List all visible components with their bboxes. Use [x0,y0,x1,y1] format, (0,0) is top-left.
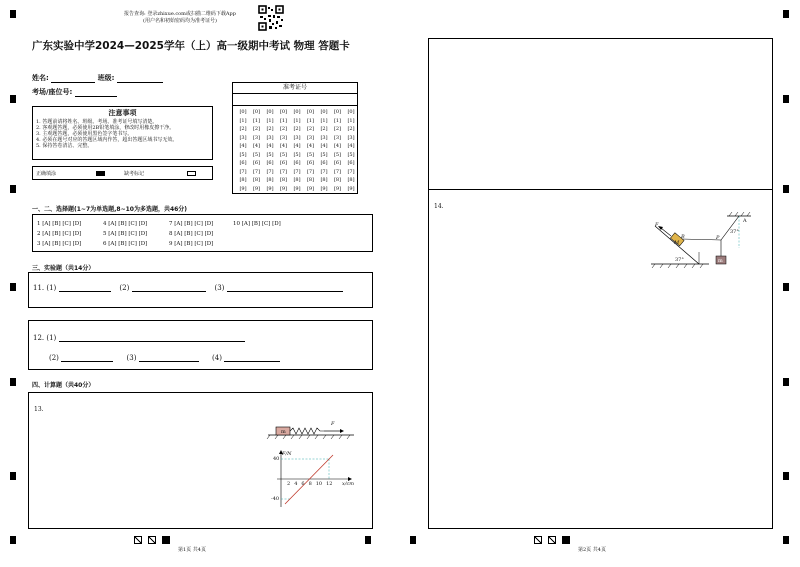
digit-bubble[interactable]: [3] [333,134,342,141]
x-tick: 10 [315,481,323,487]
page-code-mark [134,536,142,544]
digit-bubble[interactable]: [2] [279,126,288,132]
digit-bubble[interactable]: [1] [347,117,355,124]
digit-bubble[interactable]: [4] [239,143,247,149]
q14-label-M: M [674,240,680,246]
section-calculation-title: 四、计算题（共40分） [32,382,95,389]
fill-example-box [32,166,213,180]
page-title: 广东实验中学2024—2025学年（上）高一级期中考试 物理 答题卡 [32,40,350,52]
page-number-left: 第1页 共4页 [178,547,206,553]
q11-part3-label: (3) [214,284,225,292]
digit-bubble[interactable]: [2] [252,126,261,132]
q11-part2-blank[interactable] [132,283,206,292]
digit-bubble[interactable]: [6] [347,160,355,166]
mcq-option-group[interactable]: 5 [A] [B] [C] [D] [103,231,148,237]
digit-bubble[interactable]: [7] [347,168,355,175]
digit-bubble[interactable]: [6] [239,160,247,166]
digit-bubble[interactable]: [8] [320,177,328,183]
admission-digit-column [250,108,264,193]
q12-label: 12. (1) [33,334,57,342]
digit-bubble[interactable]: [3] [320,134,328,141]
mcq-option-group[interactable]: 3 [A] [B] [C] [D] [37,241,82,247]
q14-answer-box[interactable] [428,189,773,529]
page-number-right: 第2页 共4页 [578,547,606,553]
section-experiment-title: 三、实验题（共14分） [32,265,95,272]
admission-digit-column [277,108,291,193]
registration-mark [410,536,416,544]
digit-bubble[interactable]: [5] [347,151,355,158]
digit-bubble[interactable]: [4] [333,143,342,149]
digit-bubble[interactable]: [0] [252,109,261,115]
room-seat-field[interactable] [75,88,117,97]
q13-block-label: m [281,429,286,435]
digit-bubble[interactable]: [3] [266,134,274,141]
digit-bubble[interactable]: [2] [320,126,328,132]
digit-bubble[interactable]: [7] [239,168,247,175]
digit-bubble[interactable]: [8] [279,177,288,183]
digit-bubble[interactable]: [0] [239,109,247,115]
admission-digit-column [331,108,345,193]
q14-label-B: B [681,234,685,240]
digit-bubble[interactable]: [9] [320,185,328,192]
digit-bubble[interactable]: [7] [252,168,261,175]
digit-bubble[interactable]: [0] [279,109,288,115]
digit-bubble[interactable]: [7] [293,168,301,175]
digit-bubble[interactable]: [6] [266,160,274,166]
digit-bubble[interactable]: [5] [279,151,288,158]
digit-bubble[interactable]: [4] [266,143,274,149]
q12-part4-label: (4) [212,354,222,362]
notice-item: 4. 必须在题号对应的答题区域内作答，超出答题区域书写无效。 [36,137,178,143]
digit-bubble[interactable]: [7] [266,168,274,175]
digit-bubble[interactable]: [4] [347,143,355,149]
q14-label-m: m [718,258,723,264]
section-mcq-title: 一、二、选择题(1~7为单选题,8~10为多选题，共46分) [32,206,188,213]
admission-digit-column [290,108,304,193]
mcq-option-group[interactable]: 8 [A] [B] [C] [D] [169,231,214,237]
digit-bubble[interactable]: [9] [347,185,355,192]
registration-mark [783,472,789,480]
digit-bubble[interactable]: [9] [333,185,342,192]
mcq-row [37,229,299,239]
registration-mark [10,185,16,193]
mcq-option-group[interactable]: 7 [A] [B] [C] [D] [169,221,214,227]
registration-mark [783,283,789,291]
mcq-option-group[interactable]: 1 [A] [B] [C] [D] [37,221,82,227]
digit-bubble[interactable]: [6] [333,160,342,166]
digit-bubble[interactable]: [6] [279,160,288,166]
registration-mark [10,472,16,480]
q13-answer-box[interactable] [28,392,373,529]
notice-item: 2. 客观题答题，必须使用2B铅笔填涂，修改时用橡皮擦干净。 [36,125,175,131]
digit-bubble[interactable]: [0] [333,109,342,115]
admission-digit-column [317,108,331,193]
registration-mark [365,536,371,544]
digit-bubble[interactable]: [3] [293,134,301,141]
digit-bubble[interactable]: [1] [320,117,328,124]
qr-code [258,5,284,31]
q12-answer-box[interactable] [28,320,373,370]
digit-bubble[interactable]: [3] [279,134,288,141]
registration-mark [10,10,16,18]
digit-bubble[interactable]: [9] [293,185,301,192]
digit-bubble[interactable]: [5] [266,151,274,158]
q13-fx-graph [271,449,355,509]
digit-bubble[interactable]: [2] [306,126,315,132]
x-tick: 2 [287,481,291,487]
x-tick: 12 [326,481,333,487]
digit-bubble[interactable]: [3] [252,134,261,141]
digit-bubble[interactable]: [7] [320,168,328,175]
digit-bubble[interactable]: [4] [320,143,328,149]
digit-bubble[interactable]: [4] [252,143,261,149]
answer-area-continued[interactable] [428,38,773,190]
registration-mark [783,536,789,544]
digit-bubble[interactable]: [8] [333,177,342,183]
notice-item: 5. 保持答卷清洁、完整。 [36,143,93,149]
room-seat-label: 考场/座位号: [32,88,73,96]
digit-bubble[interactable]: [5] [306,151,315,158]
digit-bubble[interactable]: [0] [306,109,315,115]
notice-box [32,106,213,160]
registration-mark [10,378,16,386]
class-field[interactable] [117,74,163,83]
q13-axis-y-label: F/N [282,451,292,457]
x-tick: 6 [301,481,305,487]
digit-bubble[interactable]: [5] [333,151,342,158]
digit-bubble[interactable]: [4] [306,143,315,149]
digit-bubble[interactable]: [1] [306,117,315,124]
digit-bubble[interactable]: [8] [252,177,261,183]
x-tick: 4 [294,481,298,487]
q11-part3-blank[interactable] [227,283,343,292]
registration-mark [10,536,16,544]
q13-y-tick-top: 40 [273,456,280,462]
q14-incline-figure [649,208,759,268]
admission-digit-column [344,108,358,193]
digit-bubble[interactable]: [5] [293,151,301,158]
digit-bubble[interactable]: [1] [266,117,274,124]
class-label: 班级: [97,74,115,82]
q14-label-F: F [655,222,659,228]
admission-digit-column [263,108,277,193]
digit-bubble[interactable]: [5] [239,151,247,158]
registration-mark [10,95,16,103]
digit-bubble[interactable]: [7] [279,168,288,175]
page-code-mark [162,536,170,544]
digit-bubble[interactable]: [1] [252,117,261,124]
q11-answer-box[interactable] [28,272,373,308]
digit-bubble[interactable]: [3] [347,134,355,141]
digit-bubble[interactable]: [1] [279,117,288,124]
correct-fill-label: 正确填涂 [36,171,57,177]
q14-label-P: P [716,235,720,241]
q13-spring-figure [266,419,356,441]
page-code-mark [534,536,542,544]
admission-digit-column [304,108,318,193]
digit-bubble[interactable]: [2] [333,126,342,132]
q12-part2-blank[interactable] [61,353,113,362]
registration-mark [783,185,789,193]
notice-item: 1. 答题前请将姓名、班级、考场、准考证号填写清楚。 [36,119,158,125]
admission-number-grid [232,82,358,194]
digit-bubble[interactable]: [6] [320,160,328,166]
digit-bubble[interactable]: [3] [239,134,247,141]
x-tick: 8 [308,481,312,487]
q12-part2-label: (2) [49,354,59,362]
digit-bubble[interactable]: [2] [347,126,355,132]
digit-bubble[interactable]: [0] [293,109,301,115]
digit-bubble[interactable]: [6] [252,160,261,166]
digit-bubble[interactable]: [1] [239,117,247,124]
digit-bubble[interactable]: [7] [306,168,315,175]
digit-bubble[interactable]: [2] [239,126,247,132]
digit-bubble[interactable]: [2] [293,126,301,132]
digit-bubble[interactable]: [1] [293,117,301,124]
q12-part1-blank[interactable] [59,333,245,342]
q12-part3-blank[interactable] [139,353,199,362]
registration-mark [783,95,789,103]
digit-bubble[interactable]: [2] [266,126,274,132]
q14-label: 14. [434,203,444,210]
mcq-option-group[interactable]: 10 [A] [B] [C] [D] [233,221,281,227]
digit-bubble[interactable]: [1] [333,117,342,124]
q13-x-ticks [287,481,333,487]
admission-number-title: 准考证号 [233,83,357,94]
page-code-mark [148,536,156,544]
digit-bubble[interactable]: [6] [293,160,301,166]
digit-bubble[interactable]: [3] [306,134,315,141]
mcq-row [37,219,299,229]
page-code-mark [548,536,556,544]
digit-bubble[interactable]: [8] [293,177,301,183]
q13-force-label: F [331,421,335,427]
mcq-option-group[interactable]: 2 [A] [B] [C] [D] [37,231,82,237]
absent-mark-checkbox[interactable] [187,171,196,176]
q14-angle-bottom: 37° [675,257,684,263]
notice-title: 注意事项 [108,109,137,117]
correct-fill-sample [96,171,105,176]
digit-bubble[interactable]: [8] [239,177,247,183]
absent-mark-label: 缺考标记 [124,171,145,177]
digit-bubble[interactable]: [4] [279,143,288,149]
digit-bubble[interactable]: [5] [320,151,328,158]
q11-part1-blank[interactable] [59,283,111,292]
digit-bubble[interactable]: [0] [347,109,355,115]
digit-bubble[interactable]: [0] [266,109,274,115]
notice-item: 3. 主观题答题，必须使用黑色签字笔书写。 [36,131,133,137]
name-field[interactable] [51,74,95,83]
q11-label: 11. (1) [33,284,57,292]
q14-label-A: A [743,218,747,224]
q12-part4-blank[interactable] [224,353,280,362]
digit-bubble[interactable]: [9] [252,185,261,192]
registration-mark [10,283,16,291]
digit-bubble[interactable]: [6] [306,160,315,166]
digit-bubble[interactable]: [9] [279,185,288,192]
digit-bubble[interactable]: [9] [266,185,274,192]
name-label: 姓名: [32,74,49,82]
mcq-option-group[interactable]: 9 [A] [B] [C] [D] [169,241,214,247]
notice-line-2: (用户名和初始密码均为准考证号) [143,18,217,24]
mcq-option-group[interactable]: 6 [A] [B] [C] [D] [103,241,148,247]
digit-bubble[interactable]: [7] [333,168,342,175]
notice-line-1: 报告查询: 登录zhixue.com或扫描二维码下载App [124,11,236,17]
q13-y-tick-bottom: -40 [271,496,280,502]
digit-bubble[interactable]: [4] [293,143,301,149]
digit-bubble[interactable]: [9] [239,185,247,192]
digit-bubble[interactable]: [8] [266,177,274,183]
q14-angle-top: 37° [730,229,739,235]
page-code-mark [562,536,570,544]
q11-part2-label: (2) [119,284,130,292]
q13-label: 13. [34,406,44,413]
mcq-option-group[interactable]: 4 [A] [B] [C] [D] [103,221,148,227]
digit-bubble[interactable]: [9] [306,185,315,192]
digit-bubble[interactable]: [0] [320,109,328,115]
registration-mark [783,378,789,386]
mcq-area [32,214,373,252]
digit-bubble[interactable]: [8] [306,177,315,183]
q12-part3-label: (3) [126,354,137,362]
q13-axis-x-label: x/cm [342,481,355,487]
mcq-row [37,239,299,249]
digit-bubble[interactable]: [5] [252,151,261,158]
registration-mark [783,10,789,18]
admission-digit-column [236,108,250,193]
digit-bubble[interactable]: [8] [347,177,355,183]
